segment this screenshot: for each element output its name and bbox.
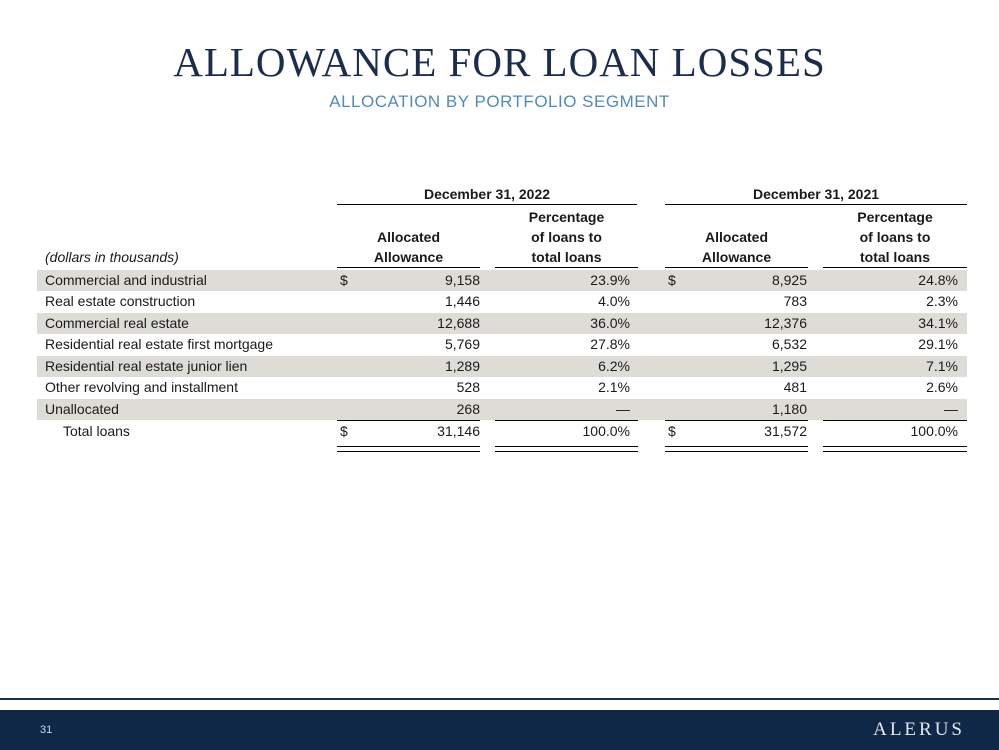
units-note: (dollars in thousands) — [45, 249, 179, 265]
col-header-line: Percentage — [528, 209, 605, 225]
col-header-line: Percentage — [857, 209, 933, 225]
table-row — [37, 356, 967, 377]
dollar-sign: $ — [668, 423, 676, 439]
dollar-sign: $ — [668, 272, 676, 288]
header-underline — [337, 267, 480, 268]
col-header-line: Allowance — [701, 249, 772, 265]
allowance-2021: 6,532 — [771, 336, 807, 352]
percentage-2022: 36.0% — [590, 315, 630, 331]
row-label: Commercial and industrial — [45, 272, 207, 288]
allowance-2021: 8,925 — [771, 272, 807, 288]
percentage-2021: 2.3% — [926, 293, 958, 309]
double-underline — [665, 451, 808, 452]
col-header-percentage-2022 — [495, 207, 638, 267]
row-label: Real estate construction — [45, 293, 196, 309]
col-header-line: of loans to — [531, 229, 602, 245]
percentage-2021: 24.8% — [918, 272, 958, 288]
percentage-2022: 2.1% — [598, 379, 630, 395]
total-allowance-2022: 31,146 — [437, 423, 480, 439]
percentage-2022: 27.8% — [590, 336, 630, 352]
double-underline — [665, 446, 808, 447]
header-underline — [665, 267, 808, 268]
allowance-2022: 1,446 — [444, 293, 480, 309]
double-underline — [823, 451, 967, 452]
allowance-2021: 783 — [783, 293, 807, 309]
allowance-2021: 481 — [783, 379, 807, 395]
col-header-percentage-2021 — [823, 207, 967, 267]
double-underline — [495, 451, 638, 452]
col-header-line: total loans — [859, 249, 930, 265]
page-subtitle: ALLOCATION BY PORTFOLIO SEGMENT — [329, 92, 670, 111]
total-percentage-2022: 100.0% — [582, 423, 630, 439]
col-header-line: of loans to — [859, 229, 931, 245]
percentage-2021: — — [944, 401, 958, 417]
col-header-line: Allocated — [376, 229, 440, 245]
table-row — [37, 399, 967, 420]
col-header-allowance-2021 — [665, 227, 808, 267]
period-header-2022: December 31, 2022 — [423, 186, 551, 202]
allowance-2022: 12,688 — [437, 315, 480, 331]
page-number: 31 — [40, 724, 53, 736]
row-label: Residential real estate first mortgage — [45, 336, 273, 352]
double-underline — [495, 446, 638, 447]
double-underline — [337, 451, 480, 452]
total-allowance-2021: 31,572 — [764, 423, 807, 439]
period-header-2021: December 31, 2021 — [752, 186, 880, 202]
alerus-logo: ALERUS — [873, 719, 965, 740]
footer-rule — [0, 698, 999, 700]
percentage-2021: 2.6% — [926, 379, 958, 395]
table-row — [37, 291, 967, 312]
double-underline — [823, 446, 967, 447]
total-row — [37, 421, 967, 442]
table-row — [37, 313, 967, 334]
row-label: Residential real estate junior lien — [45, 358, 248, 374]
allowance-2021: 1,295 — [771, 358, 807, 374]
percentage-2022: 4.0% — [598, 293, 630, 309]
header-underline — [495, 267, 638, 268]
period-underline-2021 — [665, 204, 967, 205]
percentage-2021: 29.1% — [918, 336, 958, 352]
period-underline-2022 — [337, 204, 637, 205]
table-row — [37, 334, 967, 355]
allowance-2022: 268 — [456, 401, 480, 417]
row-label: Other revolving and installment — [45, 379, 238, 395]
table-row — [37, 377, 967, 398]
allowance-2021: 12,376 — [764, 315, 807, 331]
header-underline — [823, 267, 967, 268]
double-underline — [337, 446, 480, 447]
total-label: Total loans — [63, 423, 130, 439]
percentage-2022: 23.9% — [590, 272, 630, 288]
total-percentage-2021: 100.0% — [910, 423, 958, 439]
allowance-2022: 5,769 — [444, 336, 480, 352]
row-label: Unallocated — [45, 401, 119, 417]
col-header-line: total loans — [531, 249, 602, 265]
row-label: Commercial real estate — [45, 315, 189, 331]
allowance-2022: 9,158 — [444, 272, 480, 288]
percentage-2021: 34.1% — [918, 315, 958, 331]
allowance-2021: 1,180 — [771, 401, 807, 417]
footer-bar — [0, 710, 999, 750]
col-header-line: Allowance — [373, 249, 444, 265]
col-header-line: Allocated — [704, 229, 768, 245]
percentage-2022: 6.2% — [598, 358, 630, 374]
page-title: ALLOWANCE FOR LOAN LOSSES — [173, 39, 826, 85]
allowance-2022: 1,289 — [444, 358, 480, 374]
dollar-sign: $ — [340, 423, 348, 439]
col-header-allowance-2022 — [337, 227, 480, 267]
allowance-2022: 528 — [456, 379, 480, 395]
percentage-2022: — — [616, 401, 630, 417]
table-row — [37, 270, 967, 291]
percentage-2021: 7.1% — [926, 358, 958, 374]
dollar-sign: $ — [340, 272, 348, 288]
